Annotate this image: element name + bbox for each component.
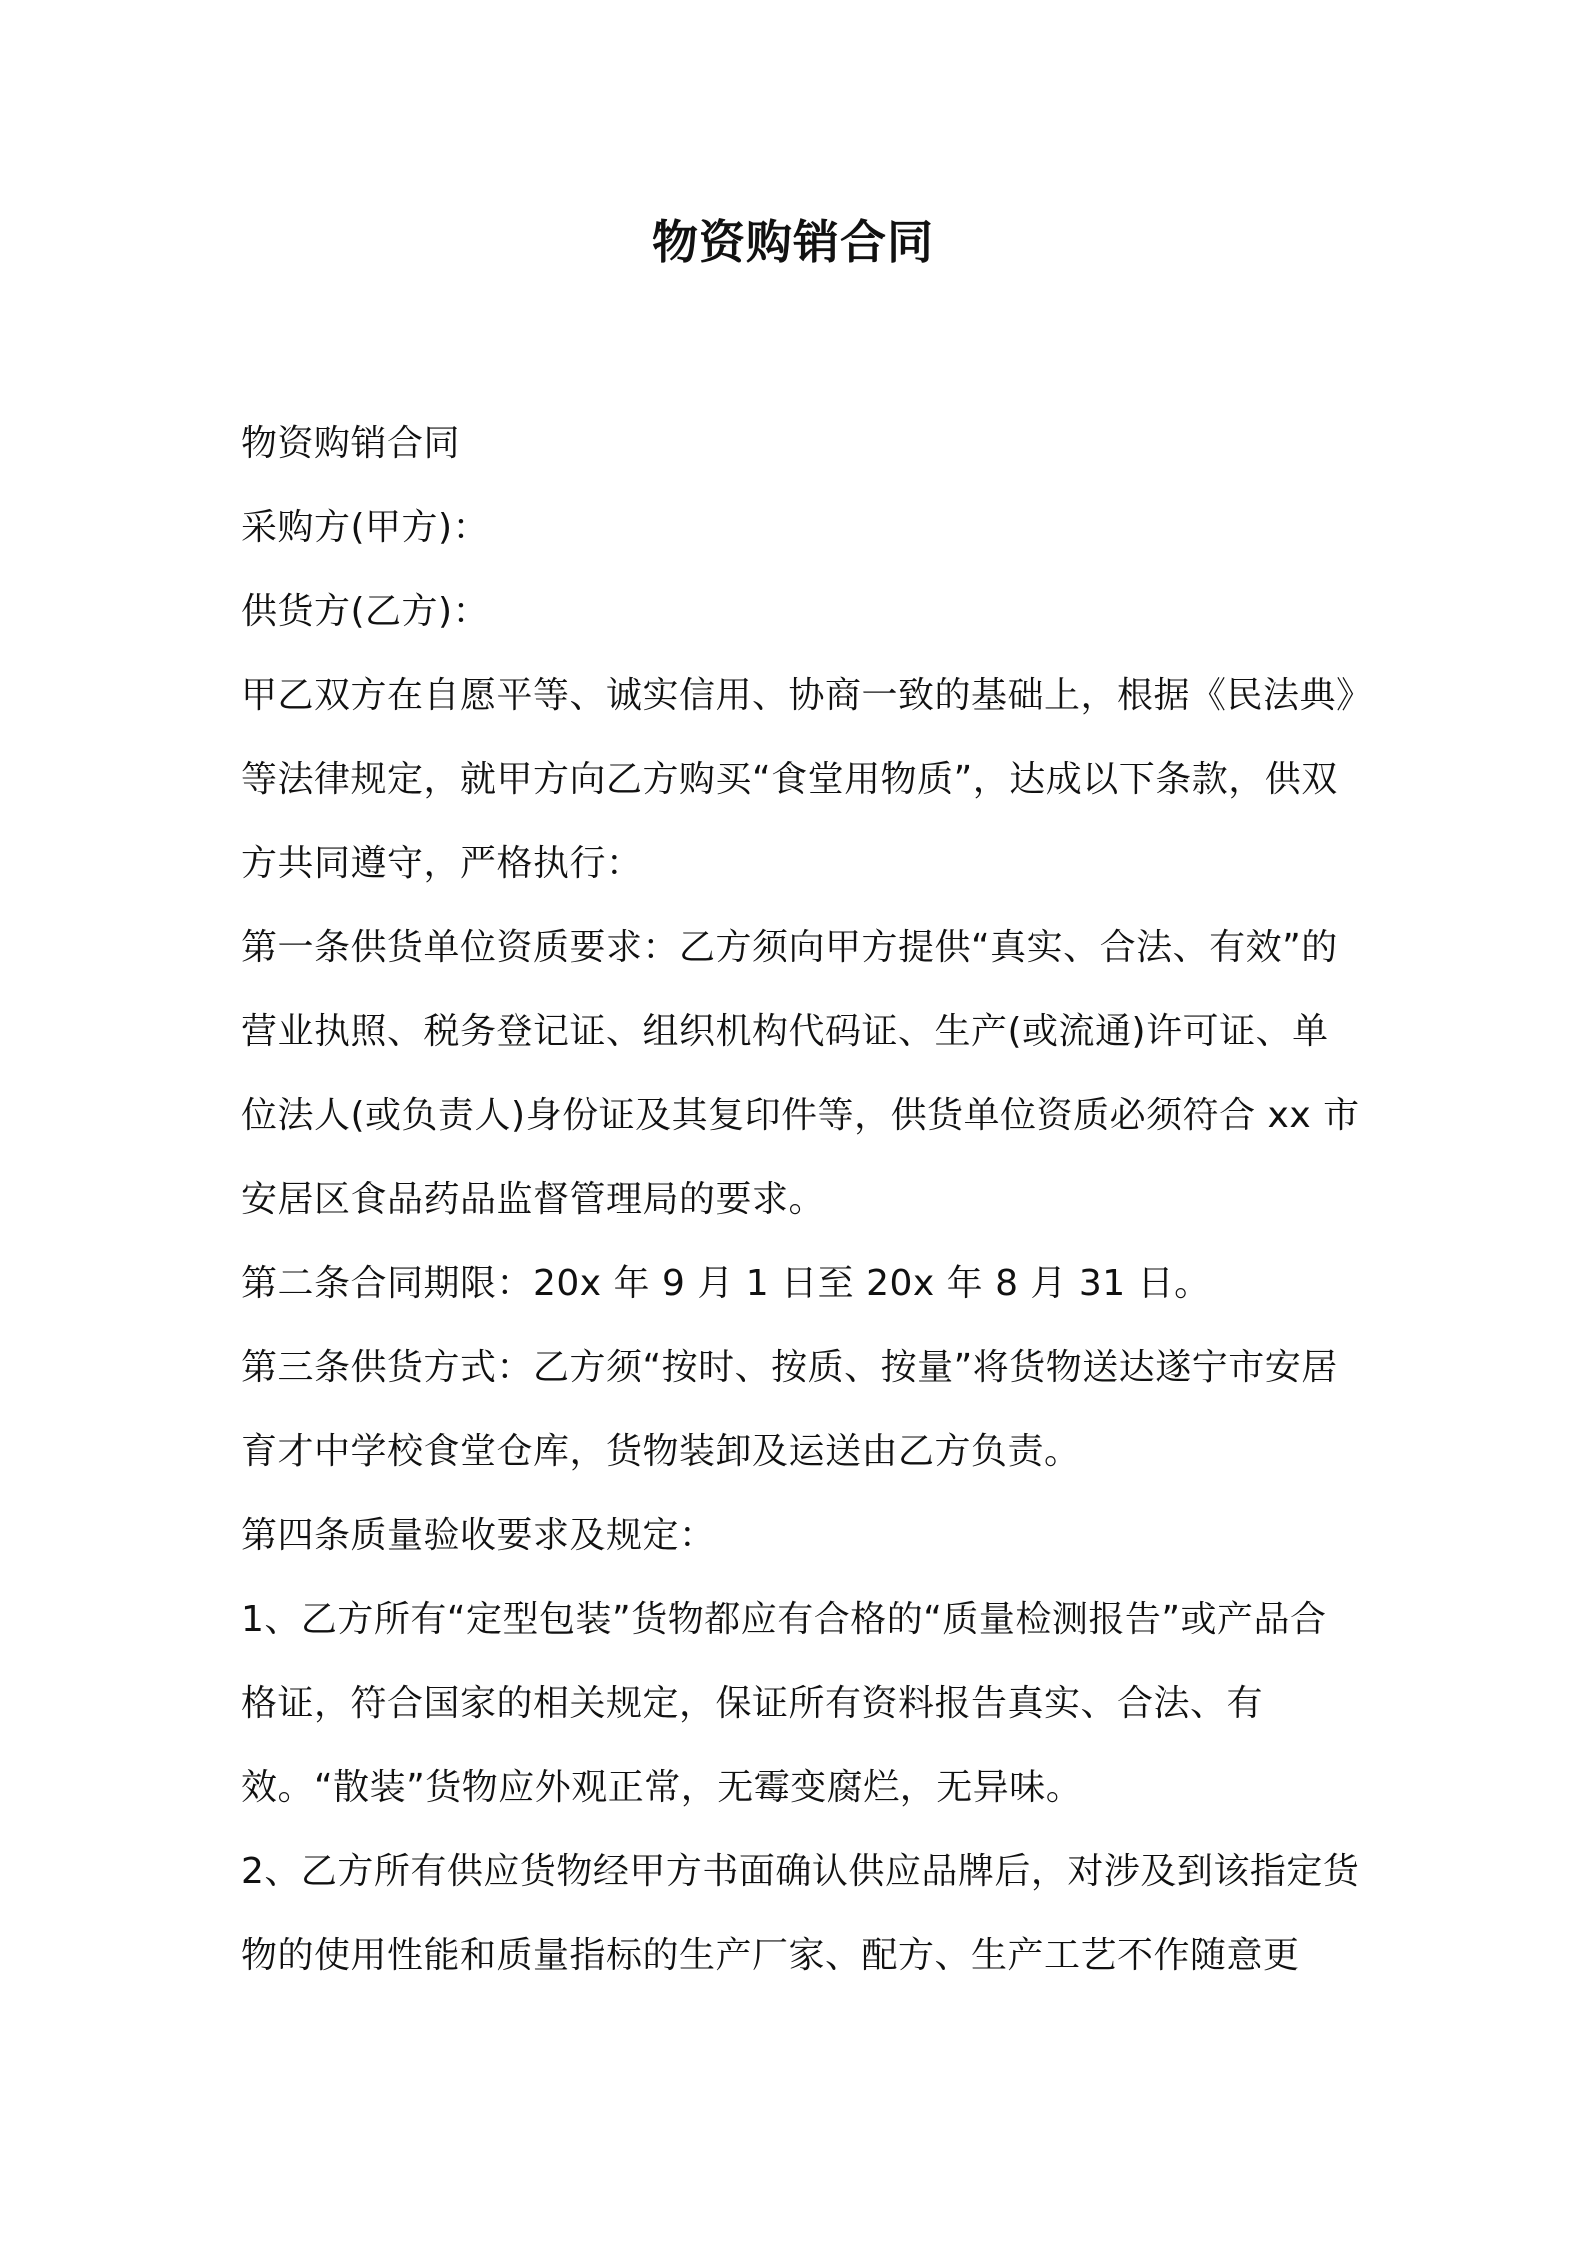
paragraph-article-2: 第二条合同期限：20x 年 9 月 1 日至 20x 年 8 月 31 日。 [241, 1263, 1211, 1304]
paragraph-heading: 物资购销合同 [241, 423, 461, 464]
paragraph-article-3: 第三条供货方式：乙方须“按时、按质、按量”将货物送达遂宁市安居育才中学校食堂仓库，货物装卸及运送由乙方负责。 [241, 1347, 1338, 1472]
paragraph-article-4: 第四条质量验收要求及规定： [241, 1515, 716, 1556]
paragraph-article-1: 第一条供货单位资质要求：乙方须向甲方提供“真实、合法、有效”的营业执照、税务登记证、组织机构代码证、生产(或流通)许可证、单位法人(或负责人)身份证及其复印件等，供货单位资质必须符合 xx 市安居区食品药品监督管理局的要求。 [241, 927, 1360, 1220]
paragraph-item-2: 2、乙方所有供应货物经甲方书面确认供应品牌后，对涉及到该指定货物的使用性能和质量指标的生产厂家、配方、生产工艺不作随意更 [241, 1851, 1360, 1976]
paragraph-buyer: 采购方(甲方)： [241, 507, 490, 548]
paragraph-item-1: 1、乙方所有“定型包装”货物都应有合格的“质量检测报告”或产品合格证，符合国家的相关规定，保证所有资料报告真实、合法、有效。“散装”货物应外观正常，无霉变腐烂，无异味。 [241, 1599, 1327, 1808]
paragraph-preamble: 甲乙双方在自愿平等、诚实信用、协商一致的基础上，根据《民法典》等法律规定，就甲方向乙方购买“食堂用物质”，达成以下条款，供双方共同遵守，严格执行： [241, 675, 1355, 884]
document-body [241, 402, 1361, 1998]
document-title: 物资购销合同 [652, 215, 934, 269]
paragraph-supplier: 供货方(乙方)： [241, 591, 490, 632]
